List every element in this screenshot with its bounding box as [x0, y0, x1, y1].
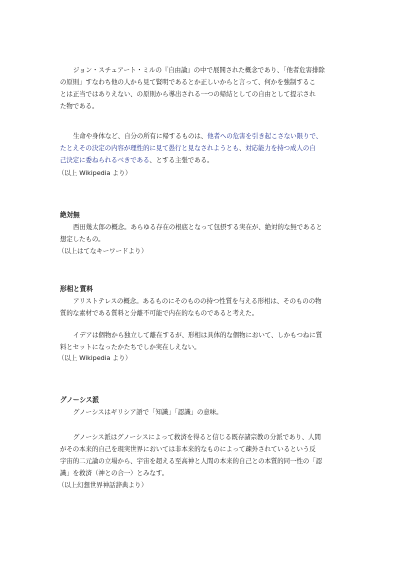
text-line: イデアは個物から独立して離在するが、形相は具体的な個物において、しかもつねに質: [73, 331, 323, 339]
paragraph: [60, 406, 350, 418]
source-note: （以上 Wikipedia より）: [58, 354, 132, 362]
section-heading: 形相と質料: [60, 285, 93, 293]
highlighted-text: 己決定に委ねられるべきである: [60, 156, 150, 164]
highlighted-text: 他者への危害を引き起こさない限りで、: [207, 132, 323, 140]
paragraph: [60, 130, 350, 166]
source-note: （以上幻想世界神話辞典より）: [58, 481, 148, 489]
paragraph: [60, 329, 350, 353]
highlighted-text: 対応能力を持つ成人の自: [245, 144, 316, 152]
section-heading: グノーシス派: [60, 396, 99, 404]
highlighted-text: たとえその決定の内容が理性的に見て愚行と見なされようとも: [60, 144, 239, 152]
text-line: 己決定に委ねられるべきである、とする主張である。: [60, 156, 214, 164]
text-line: グノーシスはギリシア語で「知識」「認識」の意味。: [73, 408, 223, 416]
text-line: がその本来的自己を現実世界においては非本来的なものによって疎外されているという反: [60, 445, 316, 453]
text-line: た物である。: [60, 102, 99, 110]
text-line: の原則」すなわち他の人から見て賢明であるとか正しいからと言って、何かを強制するこ: [60, 78, 316, 86]
text-line: グノーシス派はグノーシスによって救済を得ると信じる既存諸宗教の分派であり、人間: [73, 433, 321, 441]
text-line: 宇宙的二元論の立場から、宇宙を超える至高神と人間の本来的自己との本質的同一性の「認: [60, 457, 323, 465]
text-line: 生命や身体など、自分の所有に帰するものは、他者への危害を引き起こさない限りで、: [73, 132, 323, 140]
text-line: アリストテレスの概念。あるものにそのものの持つ性質を与える形相は、そのものの物: [73, 297, 322, 305]
source-note: （以上はてなキーワードより）: [58, 247, 148, 255]
paragraph: [60, 64, 350, 112]
paragraph: [60, 295, 350, 319]
source-note: （以上 Wikipedia より）: [58, 169, 132, 177]
text-line: 想定したもの。: [60, 235, 105, 243]
text-line: 質的な素材である質料と分離不可能で内在的なものであると考えた。: [60, 309, 259, 317]
text-line: ジョン・スチュアート・ミルの『自由論』の中で展開された概念であり、「他者危害排除: [73, 66, 325, 74]
section-heading: 絶対無: [60, 211, 80, 219]
text-line: 料とセットになったかたちでしか実在しえない。: [60, 343, 201, 351]
paragraph: [60, 221, 350, 245]
text-line: とは正当ではありえない、の原則から導出される一つの帰結としての自由として提示され: [60, 90, 316, 98]
text-line: たとえその決定の内容が理性的に見て愚行と見なされようとも、対応能力を持つ成人の自: [60, 144, 316, 152]
text-line: 識」を救済（神との合一）とみなす。: [60, 469, 169, 477]
paragraph: [60, 431, 350, 479]
text-line: 西田幾太郎の概念。あらゆる存在の根底となって包摂する実在が、絶対的な無であると: [73, 223, 323, 231]
